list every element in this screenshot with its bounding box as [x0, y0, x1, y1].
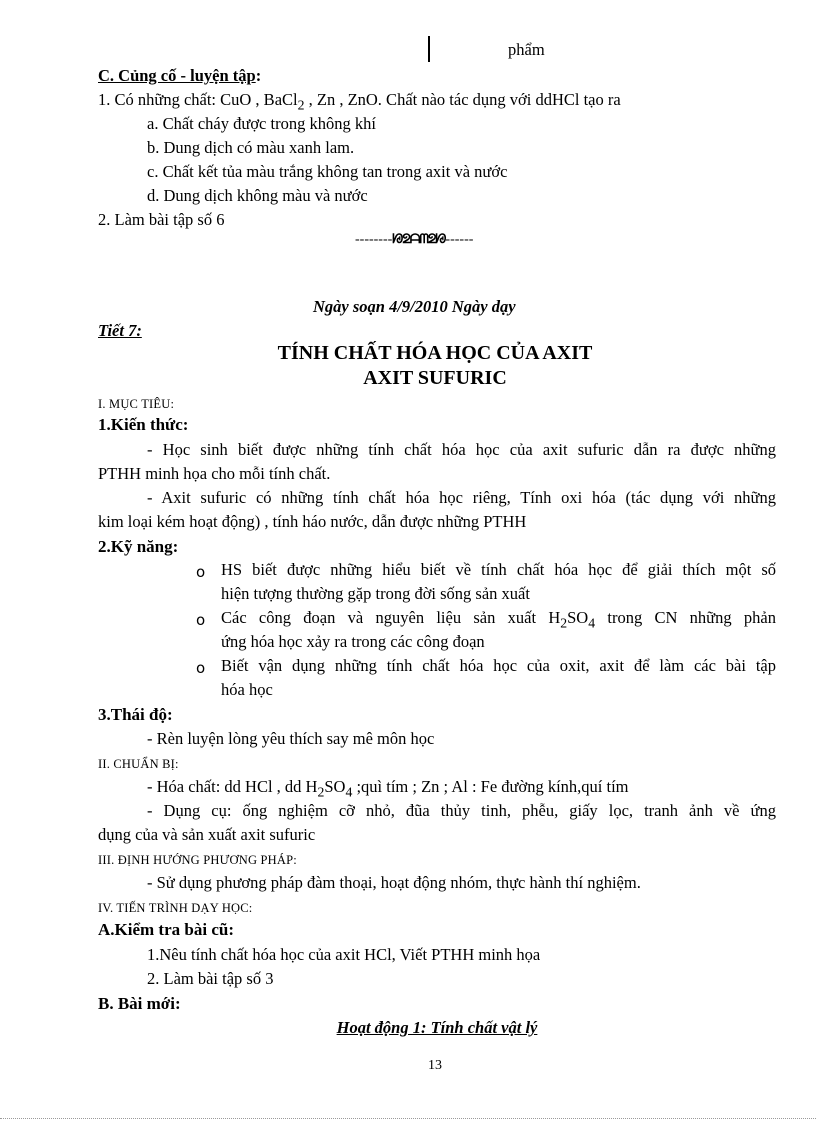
separator-ornament: ᘘᘖᗩᗰᘖᘘ	[392, 232, 446, 247]
skill-3-line-1: Biết vận dụng những tính chất hóa học của oxit, axit để làm các bài tập	[221, 656, 776, 675]
skill-1-line-1: HS biết được những hiểu biết về tính chất hóa học để giải thích một số	[221, 560, 776, 579]
knowledge-heading: 1.Kiến thức:	[98, 415, 189, 434]
chemicals-text-b: SO	[324, 777, 346, 796]
section-4-heading: IV. TIẾN TRÌNH DẠY HỌC:	[98, 901, 253, 915]
tools-line-2: dụng của và sản xuất axit sufuric	[98, 825, 316, 844]
skill-1-bullet: o	[196, 563, 206, 581]
title-line-1: TÍNH CHẤT HÓA HỌC CỦA AXIT	[277, 342, 593, 364]
knowledge-2-line-2: kim loại kém hoạt động) , tính háo nước, dẫn được những PTHH	[98, 512, 527, 531]
prev-table-cell-text: phẩm	[508, 40, 545, 59]
lesson-label: Tiết 7:	[98, 321, 142, 340]
skill-3-bullet: o	[196, 659, 206, 677]
skill-2-line-1	[221, 608, 776, 631]
option-d: d. Dung dịch không màu và nước	[147, 186, 368, 205]
section-separator	[355, 232, 473, 248]
skill-2-text-c: trong CN những phản	[595, 608, 776, 627]
question-1-subscript: 2	[297, 97, 305, 113]
attitude-text: - Rèn luyện lòng yêu thích say mê môn học	[147, 729, 435, 748]
new-lesson-heading: B. Bài mới:	[98, 994, 181, 1013]
skills-heading: 2.Kỹ năng:	[98, 537, 179, 556]
page-number: 13	[428, 1058, 442, 1073]
knowledge-1-line-1: - Học sinh biết được những tính chất hóa học của axit sufuric dẫn ra được những	[147, 440, 776, 459]
separator-dashes-right: ------	[445, 232, 474, 247]
option-c: c. Chất kết tủa màu trắng không tan trong axit và nước	[147, 162, 508, 181]
method-text: - Sử dụng phương pháp đàm thoại, hoạt động nhóm, thực hành thí nghiệm.	[147, 873, 641, 892]
knowledge-2-line-1: - Axit sufuric có những tính chất hóa học riêng, Tính oxi hóa (tác dụng với những	[147, 488, 776, 507]
date-line: Ngày soạn 4/9/2010 Ngày dạy	[313, 297, 516, 316]
question-1-part1: 1. Có những chất: CuO , BaCl	[98, 90, 298, 109]
chemicals-sub-2: 4	[345, 784, 353, 800]
skill-2-sub-2: 4	[588, 615, 596, 631]
consolidation-heading	[98, 66, 261, 86]
skill-2-text-b: SO	[567, 608, 589, 627]
consolidation-heading-text: C. Củng cố - luyện tập	[98, 66, 256, 85]
chemicals-line	[147, 777, 629, 800]
attitude-heading: 3.Thái độ:	[98, 705, 173, 724]
skill-2-text-a: Các công đoạn và nguyên liệu sản xuất H	[221, 608, 561, 627]
check-item-2: 2. Làm bài tập số 3	[147, 969, 274, 988]
skill-2-sub-1: 2	[560, 615, 568, 631]
skill-2-bullet: o	[196, 611, 206, 629]
skill-1-line-2: hiện tượng thường gặp trong đời sống sản xuất	[221, 584, 530, 603]
separator-dashes-left: --------	[355, 232, 393, 247]
page-break-line	[0, 1118, 816, 1119]
table-border	[428, 36, 430, 62]
skill-3-line-2: hóa học	[221, 680, 273, 699]
skill-2-line-2: ứng hóa học xảy ra trong các công đoạn	[221, 632, 485, 651]
consolidation-heading-colon: :	[255, 66, 262, 85]
question-2: 2. Làm bài tập số 6	[98, 210, 225, 229]
check-heading: A.Kiểm tra bài cũ:	[98, 920, 234, 939]
option-a: a. Chất cháy được trong không khí	[147, 114, 376, 133]
section-3-heading: III. ĐỊNH HƯỚNG PHƯƠNG PHÁP:	[98, 853, 297, 867]
option-b: b. Dung dịch có màu xanh lam.	[147, 138, 355, 157]
title-line-2: AXIT SUFURIC	[363, 367, 507, 389]
section-1-heading: I. MỤC TIÊU:	[98, 397, 175, 411]
activity-1-heading: Hoạt động 1: Tính chất vật lý	[336, 1018, 538, 1037]
question-1-part2: , Zn , ZnO. Chất nào tác dụng với ddHCl tạo ra	[304, 90, 621, 109]
section-2-heading: II. CHUẨN BỊ:	[98, 757, 179, 771]
question-1	[98, 90, 621, 113]
chemicals-sub-1: 2	[317, 784, 325, 800]
chemicals-text-a: - Hóa chất: dd HCl , dd H	[147, 777, 318, 796]
knowledge-1-line-2: PTHH minh họa cho mỗi tính chất.	[98, 464, 331, 483]
check-item-1: 1.Nêu tính chất hóa học của axit HCl, Viết PTHH minh họa	[147, 945, 541, 964]
tools-line-1: - Dụng cụ: ống nghiệm cỡ nhỏ, đũa thủy tinh, phễu, giấy lọc, tranh ảnh về ứng	[147, 801, 776, 820]
chemicals-text-c: ;quì tím ; Zn ; Al : Fe đường kính,quí tím	[352, 777, 629, 796]
